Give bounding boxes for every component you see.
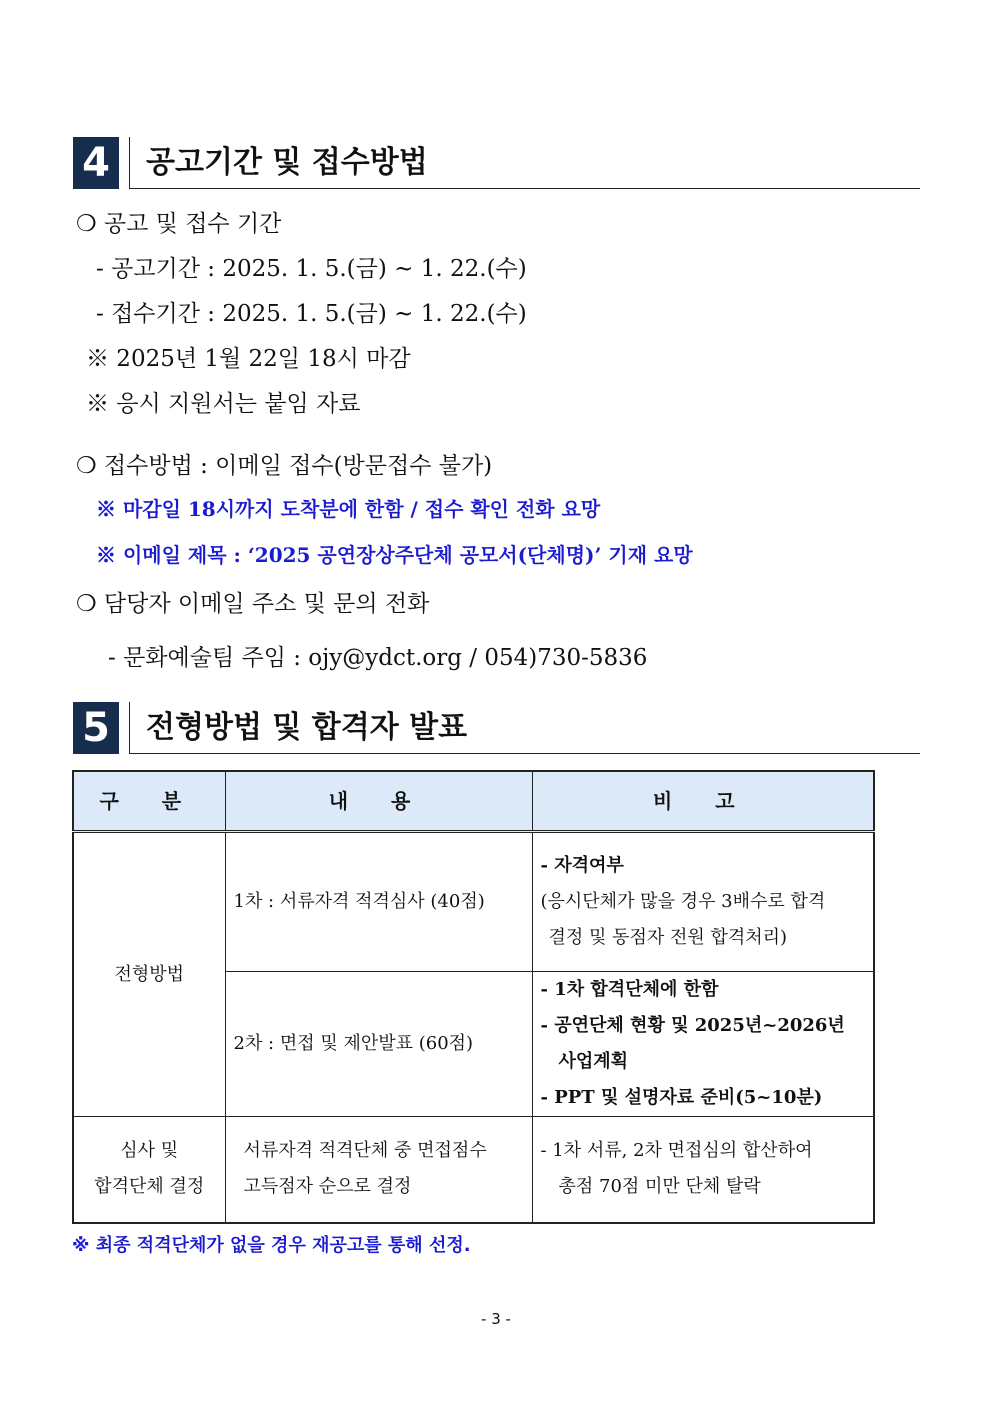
- table-row: [73, 1117, 874, 1223]
- receipt-period: - 접수기간 : 2025. 1. 5.(금) ~ 1. 22.(수): [96, 301, 527, 327]
- table-header-row: [73, 771, 874, 832]
- header-content: 내 용: [225, 771, 532, 832]
- table-row: [73, 832, 874, 972]
- notice-period: - 공고기간 : 2025. 1. 5.(금) ~ 1. 22.(수): [96, 256, 527, 282]
- round1-note-title: - 자격여부: [540, 855, 624, 876]
- round2-note: 사업계획: [558, 1051, 629, 1072]
- round2-note: - 공연단체 현황 및 2025년~2026년: [540, 1015, 845, 1036]
- header-remarks: 비 고: [532, 771, 874, 832]
- section-number-badge: 4: [73, 137, 119, 189]
- round1-note-line: (응시단체가 많을 경우 3배수로 합격: [540, 891, 826, 912]
- decision-content-line: 서류자격 적격단체 중 면접점수: [243, 1140, 487, 1162]
- decision-remarks: [532, 1117, 874, 1223]
- header-category: 구 분: [73, 771, 225, 832]
- row-label-method: 전형방법: [73, 832, 225, 1117]
- section-underline: [129, 753, 920, 754]
- section-title: 공고기간 및 접수방법: [146, 145, 428, 180]
- deadline-note: ※ 2025년 1월 22일 18시 마감: [86, 346, 411, 372]
- row-label-decision: [73, 1117, 225, 1223]
- decision-content-line: 고득점자 순으로 결정: [243, 1176, 412, 1198]
- contact-heading: ❍ 담당자 이메일 주소 및 문의 전화: [76, 591, 430, 617]
- round1-note-line: 결정 및 동점자 전원 합격처리): [548, 927, 788, 948]
- section-divider: [129, 702, 130, 754]
- method-note-deadline: ※ 마감일 18시까지 도착분에 한함 / 접수 확인 전화 요망: [96, 497, 601, 521]
- round1-content: 1차 : 서류자격 적격심사 (40점): [225, 832, 532, 972]
- selection-table: [72, 770, 875, 1224]
- section-title: 전형방법 및 합격자 발표: [146, 710, 468, 745]
- decision-note-line: 총점 70점 미만 단체 탈락: [558, 1176, 761, 1198]
- decision-content: [225, 1117, 532, 1223]
- contact-line: - 문화예술팀 주임 : ojy@ydct.org / 054)730-5836: [108, 645, 648, 671]
- period-heading: ❍ 공고 및 접수 기간: [76, 211, 282, 237]
- method-note-email-subject: ※ 이메일 제목 : ‘2025 공연장상주단체 공모서(단체명)’ 기재 요망: [96, 543, 693, 567]
- decision-label-line: 합격단체 결정: [94, 1176, 205, 1198]
- method-heading: ❍ 접수방법 : 이메일 접수(방문접수 불가): [76, 453, 493, 479]
- section-number-badge: 5: [73, 702, 119, 754]
- final-note: ※ 최종 적격단체가 없을 경우 재공고를 통해 선정.: [72, 1235, 471, 1256]
- section-divider: [129, 137, 130, 189]
- round2-note: - PPT 및 설명자료 준비(5~10분): [540, 1087, 823, 1108]
- section-underline: [129, 188, 920, 189]
- round2-note: - 1차 합격단체에 한함: [540, 979, 719, 1000]
- round2-content: 2차 : 면접 및 제안발표 (60점): [225, 972, 532, 1117]
- form-note: ※ 응시 지원서는 붙임 자료: [86, 391, 361, 417]
- page-number: - 3 -: [481, 1310, 511, 1328]
- decision-note-line: - 1차 서류, 2차 면접심의 합산하여: [540, 1140, 813, 1162]
- round1-remarks: [532, 832, 874, 972]
- decision-label-line: 심사 및: [120, 1140, 179, 1162]
- round2-remarks: [532, 972, 874, 1117]
